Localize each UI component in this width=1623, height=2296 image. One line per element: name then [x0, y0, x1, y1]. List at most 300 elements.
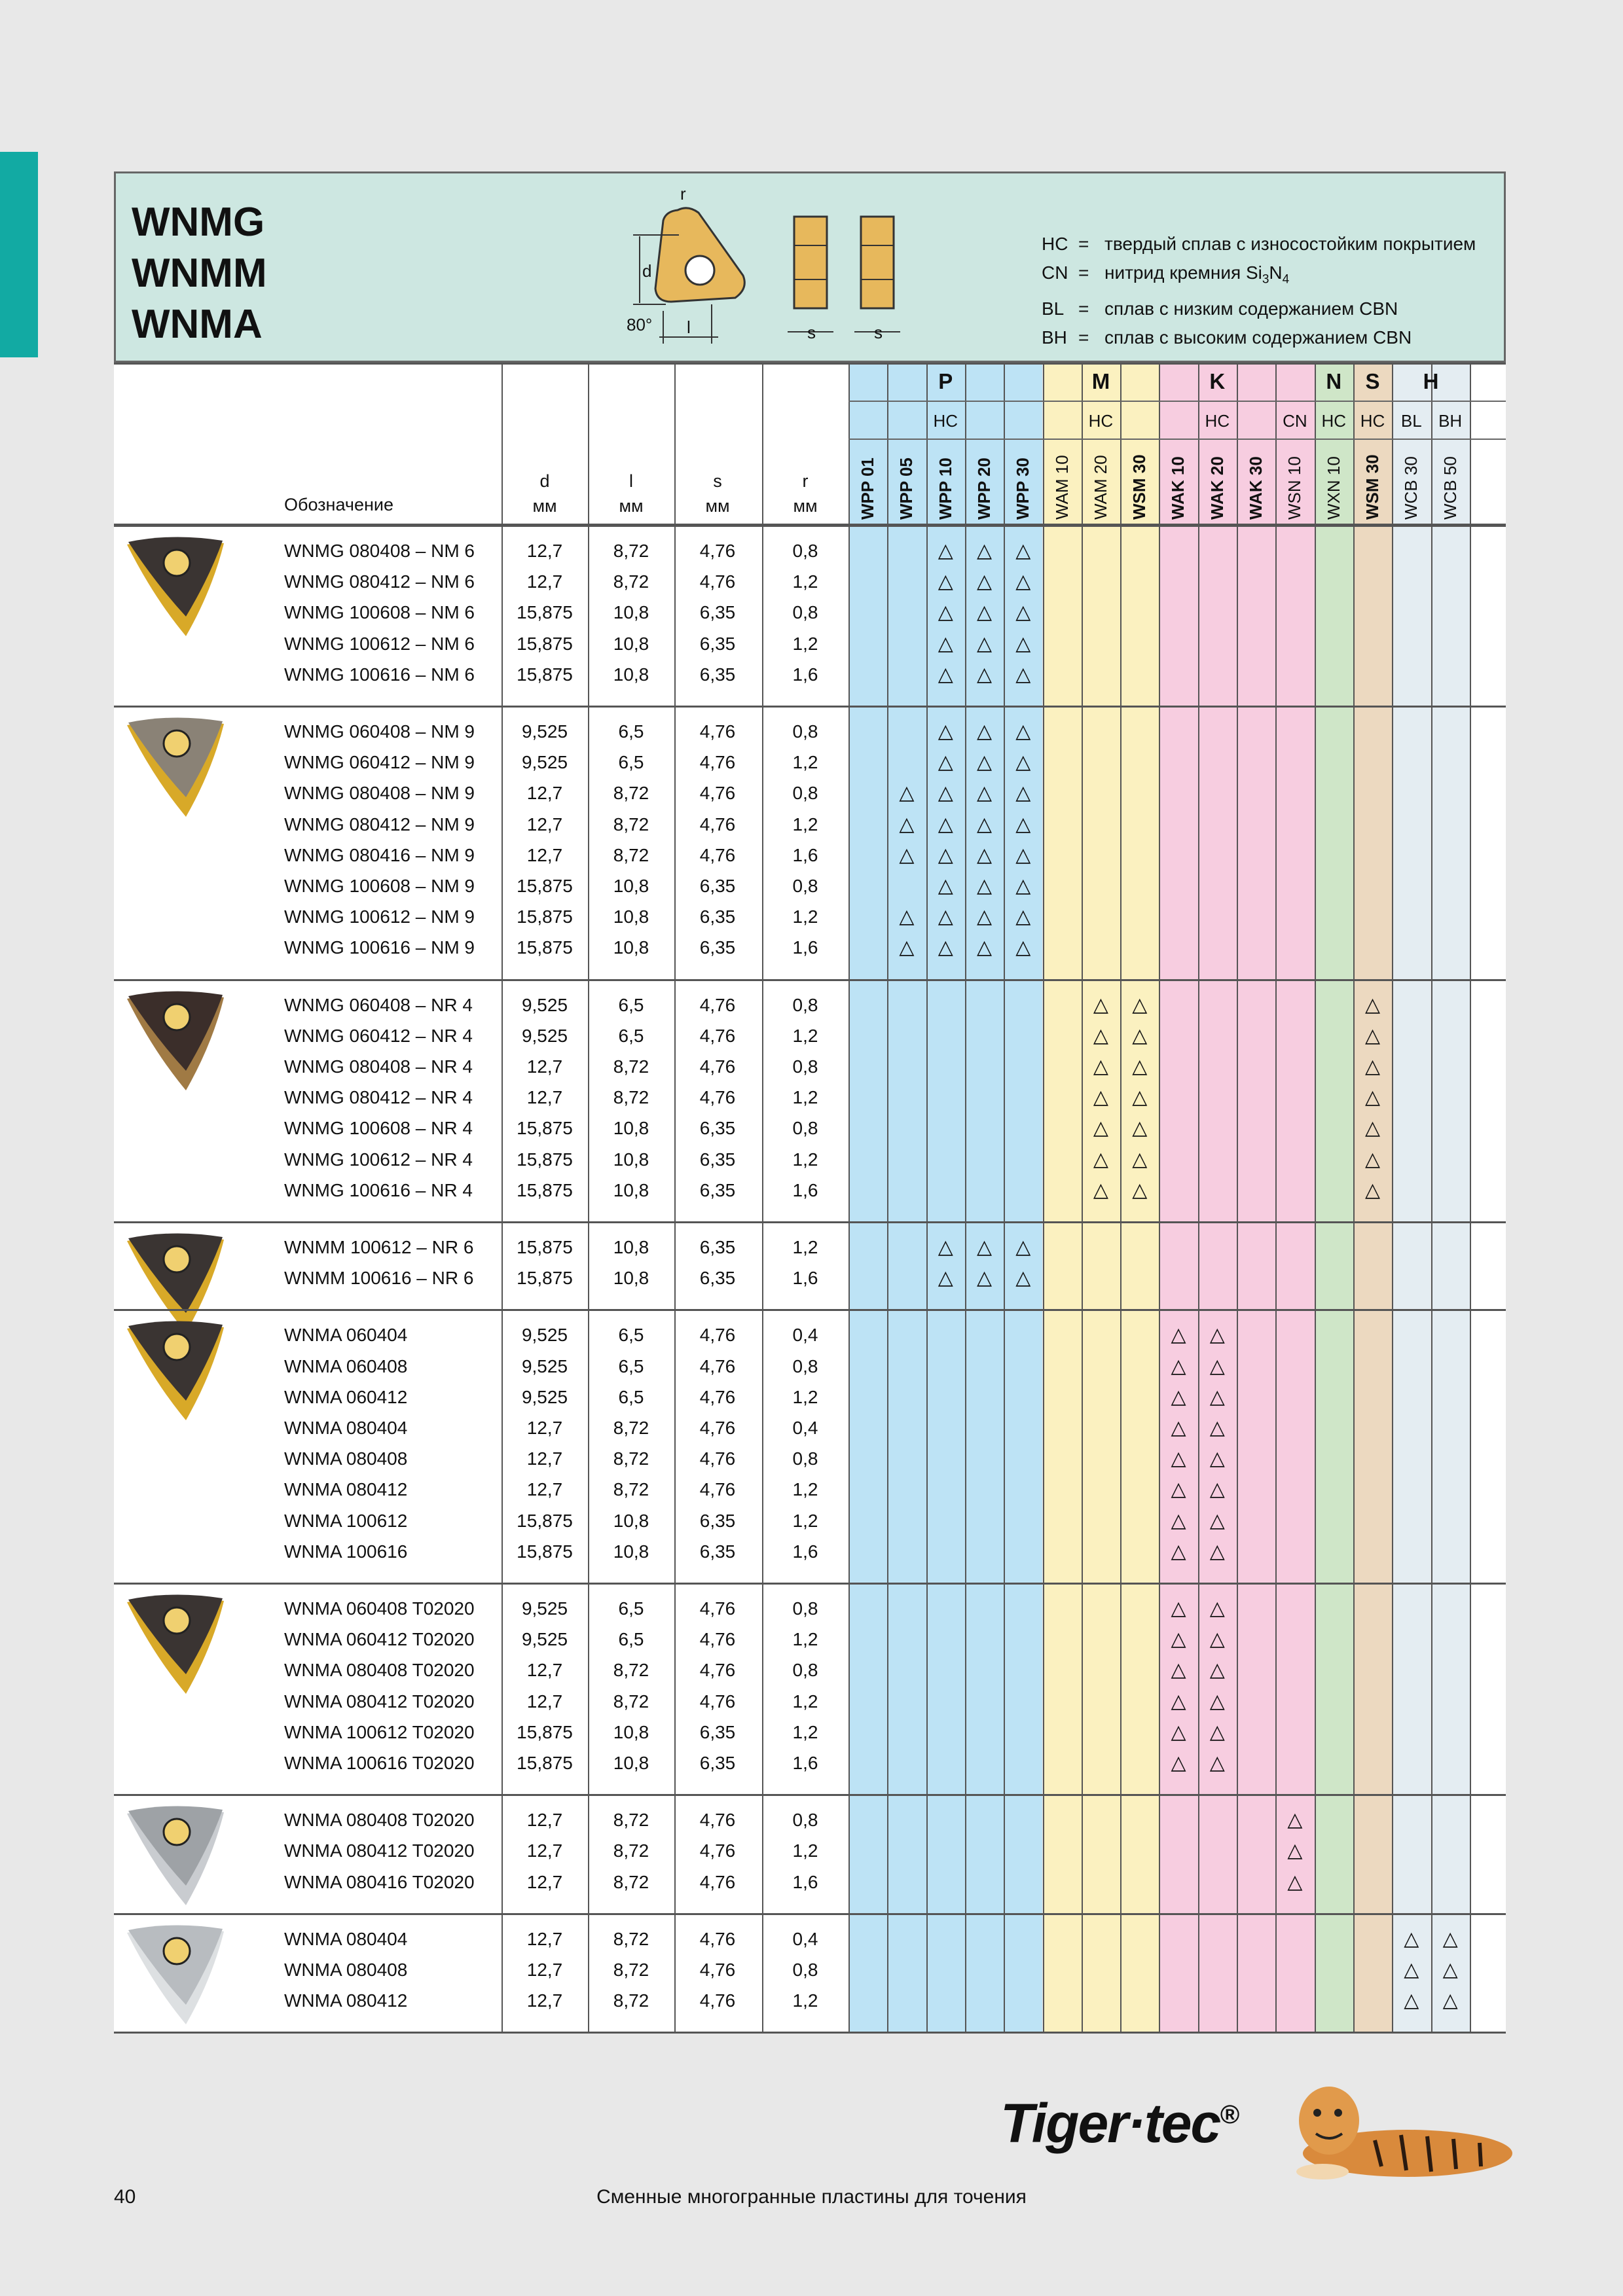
value-d: 15,875	[517, 1237, 573, 1257]
value-l: 8,72	[613, 783, 649, 804]
legend-key: BH	[1042, 327, 1067, 348]
value-r: 0,8	[792, 1810, 818, 1831]
value-s: 6,35	[699, 1118, 736, 1139]
legend-text: сплав с низким содержанием CBN	[1104, 298, 1398, 319]
value-d: 9,525	[521, 752, 568, 773]
value-r: 1,6	[792, 1871, 818, 1892]
value-l: 10,8	[613, 1721, 649, 1742]
value-l: 8,72	[613, 844, 649, 865]
recommended-mark: △	[1404, 1959, 1419, 1981]
table-right-bg	[1470, 363, 1506, 2033]
coating-class-label: BH	[1438, 411, 1463, 431]
designation: WNMA 100612 T02020	[284, 1721, 475, 1742]
value-d: 12,7	[526, 571, 563, 592]
column-header-l: l	[629, 471, 633, 491]
designation: WNMA 080408	[284, 1960, 408, 1980]
footer-title: Сменные многогранные пластины для точения	[596, 2186, 1027, 2208]
value-s: 4,76	[699, 1386, 736, 1407]
table-header-bottom	[114, 524, 1506, 527]
grade-name: WSM 30	[1362, 454, 1382, 520]
recommended-mark: △	[977, 875, 993, 897]
value-l: 6,5	[618, 721, 644, 742]
material-group-label: K	[1209, 369, 1226, 393]
recommended-mark: △	[1365, 1024, 1381, 1047]
designation: WNMA 060412 T02020	[284, 1629, 475, 1650]
designation: WNMA 100616 T02020	[284, 1753, 475, 1773]
value-r: 1,6	[792, 1541, 818, 1562]
value-r: 1,2	[792, 1629, 818, 1650]
value-r: 1,2	[792, 1840, 818, 1861]
value-r: 1,2	[792, 1149, 818, 1170]
value-d: 9,525	[521, 1629, 568, 1650]
value-l: 10,8	[613, 937, 649, 958]
section-tab	[0, 152, 38, 357]
value-l: 8,72	[613, 1479, 649, 1500]
value-s: 4,76	[699, 994, 736, 1015]
value-s: 6,35	[699, 1237, 736, 1257]
recommended-mark: △	[977, 663, 993, 685]
value-d: 15,875	[517, 906, 573, 927]
recommended-mark: △	[1209, 1509, 1225, 1532]
designation: WNMA 080408 T02020	[284, 1810, 475, 1831]
grade-name: WCB 30	[1401, 456, 1421, 520]
coating-class-label: BL	[1400, 411, 1422, 431]
grade-column-bg	[1392, 363, 1431, 2033]
block-divider	[114, 1794, 1506, 1796]
value-s: 4,76	[699, 1810, 736, 1831]
recommended-mark: △	[977, 813, 993, 835]
designation: WNMG 080412 – NM 9	[284, 814, 475, 834]
recommended-mark: △	[1365, 1056, 1381, 1077]
value-s: 4,76	[699, 1056, 736, 1077]
value-l: 10,8	[613, 1510, 649, 1531]
value-s: 6,35	[699, 906, 736, 927]
recommended-mark: △	[938, 632, 953, 655]
recommended-mark: △	[1287, 1840, 1303, 1862]
value-s: 6,35	[699, 633, 736, 654]
designation: WNMA 060412	[284, 1386, 408, 1407]
designation: WNMA 060408 T02020	[284, 1598, 475, 1619]
value-s: 4,76	[699, 1598, 736, 1619]
value-r: 1,2	[792, 1237, 818, 1257]
recommended-mark: △	[938, 721, 953, 742]
designation: WNMG 080408 – NM 9	[284, 783, 475, 804]
designation: WNMA 080412	[284, 1990, 408, 2011]
value-r: 1,2	[792, 814, 818, 834]
column-divider	[1470, 363, 1471, 2033]
recommended-mark: △	[938, 1267, 953, 1289]
designation: WNMA 080404	[284, 1928, 408, 1949]
diag-label-l: l	[687, 317, 691, 337]
value-d: 15,875	[517, 1753, 573, 1773]
value-s: 4,76	[699, 1087, 736, 1108]
column-divider	[1159, 363, 1160, 2033]
recommended-mark: △	[1015, 751, 1031, 774]
value-d: 15,875	[517, 633, 573, 654]
recommended-mark: △	[1171, 1479, 1186, 1501]
value-l: 6,5	[618, 994, 644, 1015]
designation: WNMA 080416 T02020	[284, 1871, 475, 1892]
value-s: 6,35	[699, 1149, 736, 1170]
recommended-mark: △	[1365, 994, 1381, 1016]
value-s: 6,35	[699, 1510, 736, 1531]
value-s: 6,35	[699, 937, 736, 958]
recommended-mark: △	[1404, 1928, 1419, 1950]
legend-key: BL	[1042, 298, 1065, 319]
value-d: 15,875	[517, 664, 573, 685]
designation: WNMA 100612	[284, 1510, 408, 1531]
designation: WNMA 080404	[284, 1418, 408, 1438]
recommended-mark: △	[977, 540, 993, 562]
recommended-mark: △	[1015, 601, 1031, 624]
value-d: 15,875	[517, 1149, 573, 1170]
value-s: 6,35	[699, 1753, 736, 1773]
value-d: 12,7	[526, 1990, 563, 2011]
value-s: 6,35	[699, 1179, 736, 1200]
tigertec-logo: Tiger·tec®	[1000, 2092, 1238, 2154]
designation: WNMG 060412 – NR 4	[284, 1025, 473, 1046]
recommended-mark: △	[1442, 1990, 1458, 2012]
value-l: 6,5	[618, 1025, 644, 1046]
designation: WNMG 100608 – NM 6	[284, 602, 475, 623]
value-d: 12,7	[526, 1448, 563, 1469]
value-d: 15,875	[517, 1268, 573, 1289]
value-d: 12,7	[526, 1691, 563, 1712]
legend-key: HC	[1042, 234, 1068, 254]
value-l: 6,5	[618, 1386, 644, 1407]
product-titles	[132, 197, 267, 350]
column-divider	[887, 363, 888, 2033]
insert-diagram	[502, 173, 934, 365]
recommended-mark: △	[1015, 571, 1031, 593]
legend-key: CN	[1042, 262, 1068, 283]
value-d: 15,875	[517, 937, 573, 958]
value-r: 0,8	[792, 1056, 818, 1077]
value-r: 0,8	[792, 1660, 818, 1681]
grade-name: WAK 30	[1246, 456, 1266, 520]
recommended-mark: △	[977, 751, 993, 774]
recommended-mark: △	[1209, 1540, 1225, 1562]
recommended-mark: △	[977, 1236, 993, 1258]
recommended-mark: △	[1365, 1086, 1381, 1109]
value-s: 4,76	[699, 721, 736, 742]
grade-column-bg	[1043, 363, 1082, 2033]
tiger-image	[1270, 2062, 1519, 2186]
recommended-mark: △	[1015, 844, 1031, 866]
grade-column-bg	[1159, 363, 1197, 2033]
designation: WNMG 100616 – NM 9	[284, 937, 475, 958]
value-d: 12,7	[526, 1087, 563, 1108]
value-s: 4,76	[699, 1355, 736, 1376]
value-l: 6,5	[618, 1355, 644, 1376]
value-d: 15,875	[517, 876, 573, 896]
recommended-mark: △	[938, 601, 953, 624]
value-d: 12,7	[526, 1660, 563, 1681]
value-s: 4,76	[699, 814, 736, 834]
value-l: 8,72	[613, 1418, 649, 1438]
designation: WNMG 060412 – NM 9	[284, 752, 475, 773]
coating-class-label: HC	[1321, 411, 1347, 431]
designation: WNMA 080408 T02020	[284, 1660, 475, 1681]
recommended-mark: △	[938, 663, 953, 685]
value-r: 1,2	[792, 633, 818, 654]
value-d: 12,7	[526, 814, 563, 834]
recommended-mark: △	[1093, 1056, 1108, 1077]
column-divider	[1043, 363, 1044, 2033]
recommended-mark: △	[1365, 1148, 1381, 1170]
diag-label-angle: 80°	[627, 315, 653, 334]
material-group-label: S	[1365, 369, 1380, 393]
column-header-unit: мм	[619, 496, 644, 516]
recommended-mark: △	[938, 1236, 953, 1258]
recommended-mark: △	[1171, 1509, 1186, 1532]
recommended-mark: △	[1404, 1990, 1419, 2012]
legend-text: сплав с высоким содержанием CBN	[1104, 327, 1412, 348]
grade-name: WAM 20	[1090, 455, 1110, 520]
insert-image	[114, 712, 232, 823]
recommended-mark: △	[1015, 782, 1031, 804]
recommended-mark: △	[1209, 1479, 1225, 1501]
grade-name: WAM 10	[1051, 455, 1072, 520]
value-d: 12,7	[526, 1056, 563, 1077]
recommended-mark: △	[1209, 1690, 1225, 1712]
block-divider	[114, 1583, 1506, 1585]
table-top-border	[114, 363, 1506, 365]
material-group-label: P	[938, 369, 953, 393]
value-l: 10,8	[613, 1541, 649, 1562]
recommended-mark: △	[1093, 1148, 1108, 1170]
grade-name: WXN 10	[1323, 456, 1343, 520]
value-d: 15,875	[517, 1541, 573, 1562]
recommended-mark: △	[977, 906, 993, 928]
recommended-mark: △	[1209, 1417, 1225, 1439]
recommended-mark: △	[1015, 721, 1031, 742]
recommended-mark: △	[1015, 875, 1031, 897]
value-r: 1,2	[792, 1025, 818, 1046]
grade-column-bg	[887, 363, 926, 2033]
recommended-mark: △	[977, 571, 993, 593]
title-wnmm: WNMM	[132, 251, 267, 296]
recommended-mark: △	[1093, 1117, 1108, 1139]
coating-class-label: HC	[1205, 411, 1230, 431]
value-l: 10,8	[613, 1149, 649, 1170]
insert-image	[114, 1316, 232, 1427]
value-d: 12,7	[526, 1928, 563, 1949]
insert-image	[114, 1801, 232, 1912]
recommended-mark: △	[938, 937, 953, 959]
grade-column-bg	[1431, 363, 1470, 2033]
grade-name: WPP 30	[1013, 457, 1033, 520]
value-s: 6,35	[699, 1541, 736, 1562]
header-divider	[848, 401, 1506, 402]
value-s: 4,76	[699, 1325, 736, 1346]
recommended-mark: △	[1442, 1928, 1458, 1950]
value-l: 8,72	[613, 1960, 649, 1980]
recommended-mark: △	[1209, 1324, 1225, 1346]
value-l: 10,8	[613, 602, 649, 623]
value-r: 1,2	[792, 906, 818, 927]
value-l: 10,8	[613, 1237, 649, 1257]
value-r: 0,8	[792, 1118, 818, 1139]
value-r: 1,2	[792, 1691, 818, 1712]
recommended-mark: △	[899, 813, 915, 835]
value-r: 0,8	[792, 541, 818, 561]
value-s: 6,35	[699, 876, 736, 896]
value-s: 4,76	[699, 1990, 736, 2011]
designation: WNMG 100612 – NM 6	[284, 633, 475, 654]
value-d: 9,525	[521, 1325, 568, 1346]
recommended-mark: △	[938, 875, 953, 897]
recommended-mark: △	[1171, 1659, 1186, 1681]
recommended-mark: △	[1209, 1598, 1225, 1619]
recommended-mark: △	[1171, 1355, 1186, 1377]
recommended-mark: △	[938, 906, 953, 928]
value-l: 6,5	[618, 1629, 644, 1650]
recommended-mark: △	[1132, 1148, 1148, 1170]
material-group-label: M	[1091, 369, 1110, 393]
value-s: 6,35	[699, 664, 736, 685]
grade-column-bg	[1198, 363, 1237, 2033]
recommended-mark: △	[1015, 813, 1031, 835]
designation: WNMA 060404	[284, 1325, 408, 1346]
value-l: 10,8	[613, 1118, 649, 1139]
recommended-mark: △	[1209, 1752, 1225, 1774]
value-s: 4,76	[699, 1479, 736, 1500]
value-d: 12,7	[526, 844, 563, 865]
value-l: 8,72	[613, 1087, 649, 1108]
value-s: 4,76	[699, 1960, 736, 1980]
block-divider	[114, 1309, 1506, 1311]
recommended-mark: △	[1015, 906, 1031, 928]
value-r: 0,8	[792, 994, 818, 1015]
value-d: 15,875	[517, 602, 573, 623]
recommended-mark: △	[977, 601, 993, 624]
designation: WNMG 080408 – NR 4	[284, 1056, 473, 1077]
value-r: 1,6	[792, 1753, 818, 1773]
recommended-mark: △	[938, 844, 953, 866]
title-wnmg: WNMG	[132, 200, 265, 245]
value-l: 10,8	[613, 876, 649, 896]
value-r: 0,8	[792, 602, 818, 623]
recommended-mark: △	[899, 937, 915, 959]
value-d: 12,7	[526, 1871, 563, 1892]
recommended-mark: △	[1171, 1690, 1186, 1712]
designation: WNMG 100608 – NR 4	[284, 1118, 473, 1139]
header-divider	[848, 439, 1506, 440]
value-s: 4,76	[699, 752, 736, 773]
recommended-mark: △	[938, 813, 953, 835]
legend-text: твердый сплав с износостойким покрытием	[1104, 234, 1476, 254]
value-r: 1,2	[792, 1510, 818, 1531]
value-d: 12,7	[526, 1418, 563, 1438]
value-l: 8,72	[613, 1990, 649, 2011]
value-l: 8,72	[613, 1448, 649, 1469]
value-s: 4,76	[699, 1448, 736, 1469]
insert-image	[114, 531, 232, 643]
insert-image	[114, 1589, 232, 1700]
value-r: 0,8	[792, 721, 818, 742]
column-divider	[1392, 363, 1393, 2033]
value-r: 1,2	[792, 1479, 818, 1500]
block-divider	[114, 1221, 1506, 1223]
value-d: 15,875	[517, 1721, 573, 1742]
value-d: 15,875	[517, 1118, 573, 1139]
value-r: 0,4	[792, 1928, 818, 1949]
value-s: 4,76	[699, 1025, 736, 1046]
designation: WNMA 080412 T02020	[284, 1840, 475, 1861]
column-header-unit: мм	[793, 496, 818, 516]
value-s: 4,76	[699, 1629, 736, 1650]
value-d: 12,7	[526, 1960, 563, 1980]
value-d: 9,525	[521, 1598, 568, 1619]
value-l: 8,72	[613, 1810, 649, 1831]
value-d: 9,525	[521, 721, 568, 742]
recommended-mark: △	[938, 571, 953, 593]
recommended-mark: △	[1171, 1540, 1186, 1562]
recommended-mark: △	[938, 540, 953, 562]
value-s: 4,76	[699, 541, 736, 561]
recommended-mark: △	[977, 1267, 993, 1289]
value-s: 4,76	[699, 1871, 736, 1892]
value-r: 1,2	[792, 1721, 818, 1742]
recommended-mark: △	[977, 844, 993, 866]
designation: WNMA 080412	[284, 1479, 408, 1500]
recommended-mark: △	[1093, 1086, 1108, 1109]
grade-name: WCB 50	[1440, 456, 1460, 520]
legend-row: BL = сплав с низким содержанием CBN	[1042, 295, 1476, 323]
value-r: 0,4	[792, 1325, 818, 1346]
value-l: 10,8	[613, 633, 649, 654]
recommended-mark: △	[1132, 1056, 1148, 1077]
value-s: 4,76	[699, 1660, 736, 1681]
recommended-mark: △	[1209, 1448, 1225, 1470]
recommended-mark: △	[1015, 540, 1031, 562]
recommended-mark: △	[1442, 1959, 1458, 1981]
legend-text: нитрид кремния $Si_3N_4$	[1104, 262, 1290, 287]
column-divider	[1431, 363, 1432, 2033]
value-s: 4,76	[699, 571, 736, 592]
designation: WNMA 080412 T02020	[284, 1691, 475, 1712]
value-r: 1,6	[792, 1179, 818, 1200]
recommended-mark: △	[1093, 1179, 1108, 1201]
designation: WNMG 080412 – NM 6	[284, 571, 475, 592]
value-r: 1,2	[792, 1990, 818, 2011]
recommended-mark: △	[1132, 1179, 1148, 1201]
value-r: 1,6	[792, 1268, 818, 1289]
grade-name: WPP 10	[935, 457, 955, 520]
designation: WNMA 080408	[284, 1448, 408, 1469]
value-s: 6,35	[699, 1268, 736, 1289]
designation: WNMG 100612 – NR 4	[284, 1149, 473, 1170]
legend	[1042, 230, 1476, 352]
designation: WNMG 080408 – NM 6	[284, 541, 475, 561]
recommended-mark: △	[1365, 1117, 1381, 1139]
page-number: 40	[114, 2186, 136, 2208]
column-divider	[1237, 363, 1238, 2033]
recommended-mark: △	[1171, 1721, 1186, 1743]
column-header-designation: Обозначение	[284, 495, 393, 514]
value-s: 6,35	[699, 1721, 736, 1742]
value-r: 1,2	[792, 1386, 818, 1407]
value-r: 1,6	[792, 844, 818, 865]
grade-name: WSM 30	[1129, 454, 1150, 520]
designation: WNMG 060408 – NR 4	[284, 994, 473, 1015]
column-header-unit: мм	[532, 496, 557, 516]
diag-label-d: d	[642, 261, 652, 281]
recommended-mark: △	[1209, 1659, 1225, 1681]
value-d: 9,525	[521, 1355, 568, 1376]
value-d: 15,875	[517, 1179, 573, 1200]
